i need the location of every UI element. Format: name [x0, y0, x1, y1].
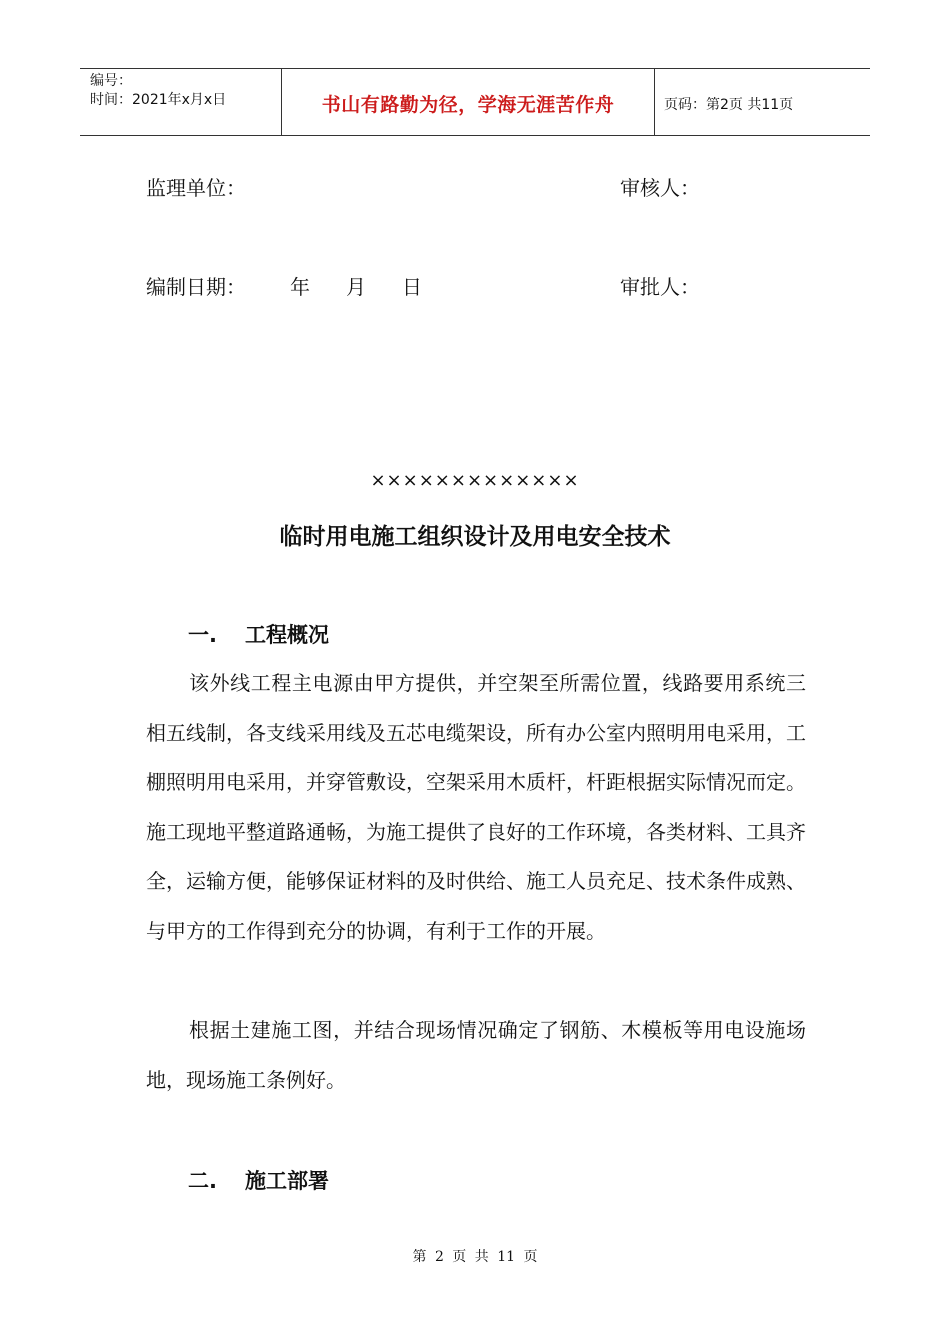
document-number-label: 编号：	[90, 73, 132, 89]
section-2-title: 施工部署	[245, 1169, 329, 1193]
date-month: 月	[346, 275, 366, 299]
section-1-paragraph-2: 根据土建施工图，并结合现场情况确定了钢筋、木模板等用电设施场地，现场施工条例好。	[146, 1018, 806, 1092]
supervisor-unit-label: 监理单位：	[146, 176, 246, 200]
section-1-paragraph-1: 该外线工程主电源由甲方提供，并空架至所需位置，线路要用系统三相五线制，各支线采用线及五芯电缆架设，所有办公室内照明用电采用，工棚照明用电采用，并穿管敷设，空架采用木质杆，杆距根据实际情况而定。施工现地平整道路通畅，为施工提供了良好的工作环境，各类材料、工具齐全，运输方便，能够保证材料的及时供给、施工人员充足、技术条件成熟、与甲方的工作得到充分的协调，有利于工作的开展。	[146, 671, 806, 943]
header-motto: 书山有路勤为径，学海无涯苦作舟	[321, 94, 615, 116]
header-divider-right	[654, 68, 655, 136]
page-footer: 第 2 页 共 11 页	[412, 1249, 538, 1265]
reviewer-label: 审核人：	[620, 176, 700, 200]
header-top-border	[80, 68, 870, 69]
project-name-placeholder: ×××××××××××××	[370, 470, 580, 491]
header-meta	[90, 72, 226, 110]
approver-label: 审批人：	[620, 275, 700, 299]
date-year: 年	[290, 275, 310, 299]
date-day: 日	[402, 275, 422, 299]
section-2-number: 二.	[188, 1169, 217, 1193]
header-page-info: 页码：第2页 共11页	[664, 97, 794, 113]
document-title: 临时用电施工组织设计及用电安全技术	[279, 524, 671, 550]
section-1-number: 一.	[188, 623, 217, 647]
document-time-label: 时间：2021年x月x日	[90, 92, 227, 108]
header-bottom-border	[80, 135, 870, 136]
section-1-title: 工程概况	[245, 623, 329, 647]
compile-date-label: 编制日期：	[146, 275, 246, 299]
